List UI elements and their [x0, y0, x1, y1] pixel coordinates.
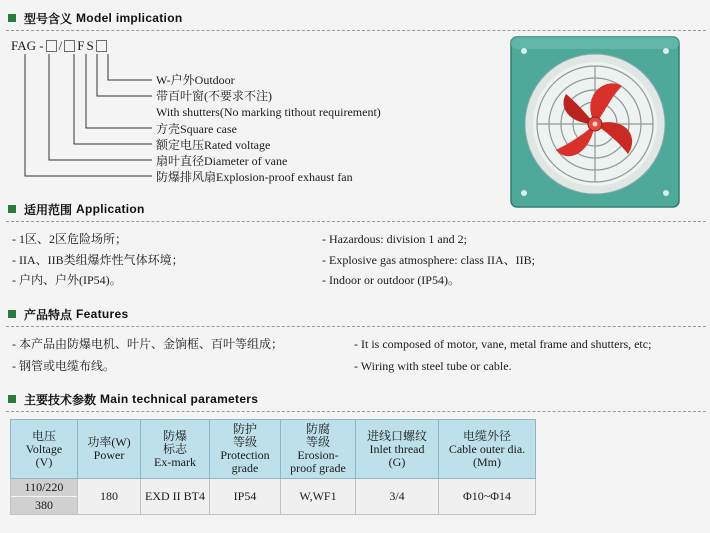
features-list-cn [12, 333, 283, 377]
divider [6, 326, 706, 327]
features-list-en [354, 333, 651, 377]
list-item: - 户内、户外(IP54)。 [12, 273, 122, 287]
heading-square-icon [8, 395, 16, 403]
header-en: Inlet thread [369, 441, 425, 456]
cell-power: 180 [78, 479, 141, 515]
list-item: - Wiring with steel tube or cable. [354, 359, 512, 373]
col-power [78, 420, 141, 479]
model-heading-en: Model implication [76, 11, 183, 25]
header-en: (Mm) [473, 454, 501, 469]
header-cn: 电压 [31, 428, 56, 443]
list-item: - 钢管或电缆布线。 [12, 359, 115, 373]
legend-item: 方壳Square case [156, 121, 237, 136]
header-en: (G) [388, 454, 406, 469]
voltage-value: 110/220 [24, 480, 64, 494]
params-heading-cn: 主要技术参数 [24, 392, 97, 407]
cell-cable: Φ10~Φ14 [439, 479, 536, 515]
header-cn: 防爆 [162, 428, 187, 443]
col-thread [356, 420, 439, 479]
legend-item: With shutters(No marking tithout requirement) [156, 105, 381, 120]
list-item: - 本产品由防爆电机、叶片、金饷框、百叶等组成； [12, 337, 283, 351]
voltage-value: 380 [11, 496, 77, 514]
header-cn: 电缆外径 [462, 428, 511, 443]
application-heading [8, 199, 145, 219]
header-cn: 标志 [162, 441, 187, 456]
code-s: S [86, 38, 94, 53]
col-cable [439, 420, 536, 479]
header-en: Cable outer dia. [448, 441, 526, 456]
features-heading [8, 304, 128, 324]
application-list-en [322, 229, 535, 291]
code-f: F [77, 38, 85, 53]
heading-square-icon [8, 310, 16, 318]
cell-exmark: EXD II BT4 [141, 479, 210, 515]
divider [6, 411, 706, 412]
header-cn: 功率(W) [87, 435, 131, 449]
header-cn: 防护 [232, 422, 257, 436]
list-item: - IIA、IIB类组爆炸性气体环境； [12, 252, 184, 267]
divider [6, 221, 706, 222]
legend-item: 带百叶窗(不要求不注) [156, 89, 272, 104]
model-legend [156, 72, 381, 185]
table-header-row [11, 420, 536, 479]
legend-item: 额定电压Rated voltage [156, 137, 271, 152]
header-en: Power [93, 448, 125, 462]
fan-product-image [510, 36, 680, 208]
model-heading-cn: 型号含义 [24, 11, 73, 26]
list-item: - Explosive gas atmosphere: class IIA、IIB; [322, 252, 535, 267]
col-voltage [11, 420, 78, 479]
col-protection [210, 420, 281, 479]
legend-item: W-户外Outdoor [156, 73, 235, 87]
table-row [11, 479, 536, 515]
features-heading-en: Features [76, 307, 129, 321]
header-en: proof grade [290, 461, 346, 475]
params-heading [8, 389, 258, 409]
legend-item: 防爆排风扇Explosion-proof exhaust fan [156, 170, 353, 185]
header-cn: 等级 [232, 435, 257, 449]
heading-square-icon [8, 205, 16, 213]
header-en: (V) [35, 454, 53, 469]
header-en: Protection [220, 448, 270, 462]
header-en: Erosion- [297, 448, 339, 462]
cell-voltage [11, 479, 78, 515]
code-prefix: FAG - [11, 38, 44, 53]
col-erosion [281, 420, 356, 479]
features-heading-cn: 产品特点 [24, 307, 73, 322]
col-exmark [141, 420, 210, 479]
list-item: - 1区、2区危险场所； [12, 232, 127, 246]
header-cn: 等级 [305, 435, 330, 449]
cell-protection: IP54 [210, 479, 281, 515]
header-cn: 进线口螺纹 [366, 428, 427, 443]
header-en: Ex-mark [154, 454, 196, 469]
code-slash: / [58, 38, 63, 53]
application-list-cn [12, 229, 184, 291]
params-heading-en: Main technical parameters [100, 392, 259, 406]
header-en: grade [231, 461, 259, 475]
params-table [10, 419, 536, 515]
list-item: - Hazardous: division 1 and 2; [322, 232, 467, 246]
header-en: Voltage [25, 441, 63, 456]
header-cn: 防腐 [305, 422, 330, 436]
cell-erosion: W,WF1 [281, 479, 356, 515]
cell-thread: 3/4 [356, 479, 439, 515]
list-item: - Indoor or outdoor (IP54)。 [322, 273, 460, 287]
model-connector-lines [0, 0, 160, 200]
application-heading-cn: 适用范围 [24, 202, 73, 217]
list-item: - It is composed of motor, vane, metal frame and shutters, etc; [354, 337, 652, 351]
legend-item: 扇叶直径Diameter of vane [156, 154, 288, 169]
application-heading-en: Application [76, 202, 145, 216]
